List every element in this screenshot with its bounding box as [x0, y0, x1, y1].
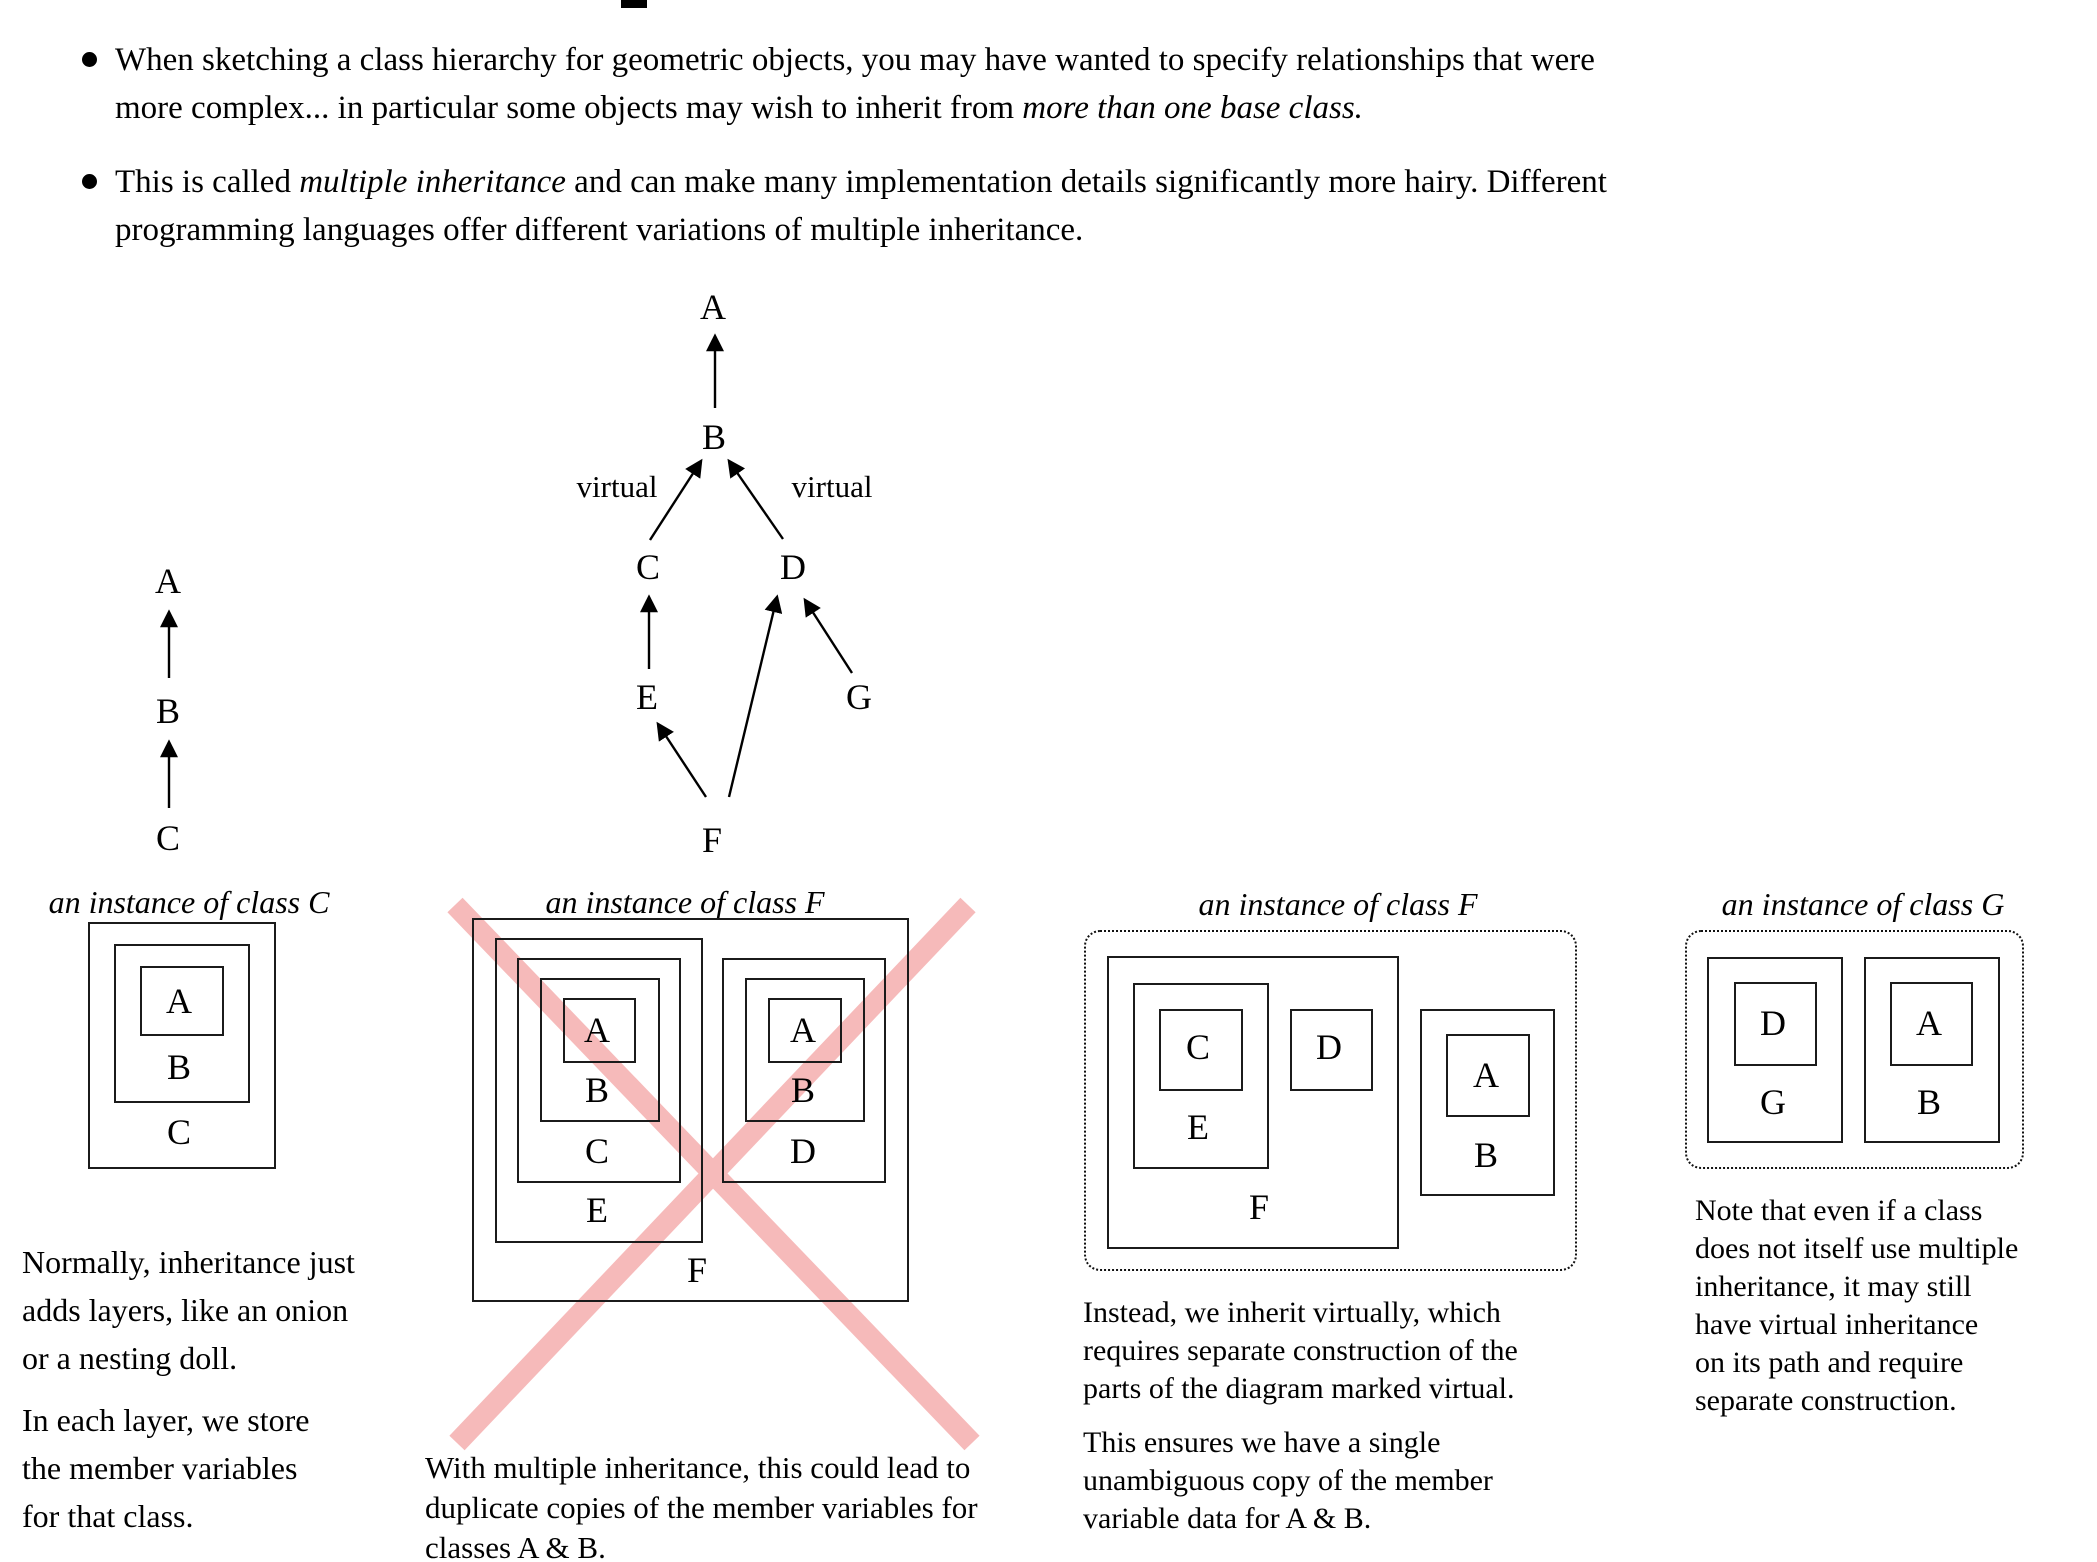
- diamond-node-d: D: [780, 547, 806, 587]
- panel-g-label-d: D: [1760, 1003, 1786, 1043]
- bullet-2: [115, 158, 1607, 254]
- diamond-node-b: B: [701, 417, 727, 457]
- arrow-g-to-d: [805, 600, 852, 673]
- panel-f-virtual-label-d: D: [1316, 1027, 1342, 1067]
- panel-f-crossed-label-b-left: B: [584, 1070, 610, 1110]
- diamond-node-f: F: [701, 820, 723, 860]
- diamond-node-c: C: [635, 547, 661, 587]
- panel-f-crossed-label-f: F: [686, 1250, 708, 1290]
- panel-g-caption: an instance of class G: [1721, 886, 2005, 922]
- bullet-marker-2: [82, 174, 97, 189]
- panel-f-crossed-label-a-right: A: [790, 1010, 816, 1050]
- diamond-node-e: E: [636, 677, 658, 717]
- panel-f-virtual-label-b: B: [1473, 1135, 1499, 1175]
- arrow-c-to-b-virtual: [650, 461, 701, 540]
- virtual-label-right: virtual: [791, 469, 873, 504]
- arrow-f-to-d: [729, 597, 777, 797]
- panel-f-crossed-label-a-left: A: [584, 1010, 610, 1050]
- panel-f-crossed-label-d: D: [790, 1131, 816, 1171]
- bullet-marker-1: [82, 52, 97, 67]
- panel-f-virtual-label-a: A: [1473, 1055, 1499, 1095]
- chain-node-b: B: [155, 691, 181, 731]
- panel-f-crossed-caption: an instance of class F: [545, 884, 825, 920]
- panel-c-paragraph-2: In each layer, we store the member variables for that class.: [22, 1402, 310, 1534]
- panel-f-crossed-label-e: E: [586, 1190, 608, 1230]
- panel-f-crossed-paragraph: With multiple inheritance, this could lead to duplicate copies of the member variables for classes A & B.: [425, 1450, 978, 1562]
- cropped-title-fragment: [621, 0, 647, 8]
- bullet-1: [115, 36, 1595, 132]
- arrow-f-to-e: [658, 724, 706, 797]
- panel-f-crossed-label-c: C: [584, 1131, 610, 1171]
- panel-c-label-b: B: [166, 1047, 192, 1087]
- chain-node-c: C: [155, 818, 181, 858]
- panel-f-virtual-caption: an instance of class F: [1198, 886, 1478, 922]
- panel-f-crossed-label-b-right: B: [790, 1070, 816, 1110]
- chain-node-a: A: [155, 561, 181, 601]
- panel-c-label-a: A: [166, 981, 192, 1021]
- diamond-arrows: [649, 336, 852, 797]
- panel-g-paragraph: Note that even if a class does not itself use multiple inheritance, it may still have virtual inheritance on its path and require separate construction.: [1695, 1194, 2019, 1417]
- panel-g-label-b: B: [1916, 1082, 1942, 1122]
- panel-g-label-g: G: [1760, 1082, 1786, 1122]
- panel-g-label-a: A: [1916, 1003, 1942, 1043]
- virtual-label-left: virtual: [576, 469, 658, 504]
- bullet-1-line-2: more complex... in particular some objects may wish to inherit from more than one base class.: [115, 90, 1363, 126]
- panel-c-caption: an instance of class C: [48, 884, 330, 920]
- bullet-2-line-1: This is called multiple inheritance and can make many implementation details significantly more hairy. Different: [115, 164, 1607, 200]
- panel-c-label-c: C: [166, 1112, 192, 1152]
- arrow-d-to-b-virtual: [729, 461, 783, 539]
- panel-f-virtual-label-f: F: [1248, 1187, 1270, 1227]
- panel-c-paragraph-1: Normally, inheritance just adds layers, like an onion or a nesting doll.: [22, 1244, 355, 1376]
- panel-f-virtual-label-e: E: [1187, 1107, 1209, 1147]
- panel-f-virtual-label-c: C: [1185, 1027, 1211, 1067]
- diamond-node-g: G: [846, 677, 872, 717]
- bullet-1-line-1: When sketching a class hierarchy for geometric objects, you may have wanted to specify relationships that were: [115, 42, 1595, 78]
- panel-f-virtual-paragraph-1: Instead, we inherit virtually, which requires separate construction of the parts of the diagram marked virtual.: [1083, 1296, 1518, 1405]
- panel-f-virtual-paragraph-2: This ensures we have a single unambiguous copy of the member variable data for A & B.: [1083, 1426, 1493, 1535]
- diamond-node-a: A: [700, 287, 726, 327]
- bullet-2-line-2: programming languages offer different variations of multiple inheritance.: [115, 212, 1084, 248]
